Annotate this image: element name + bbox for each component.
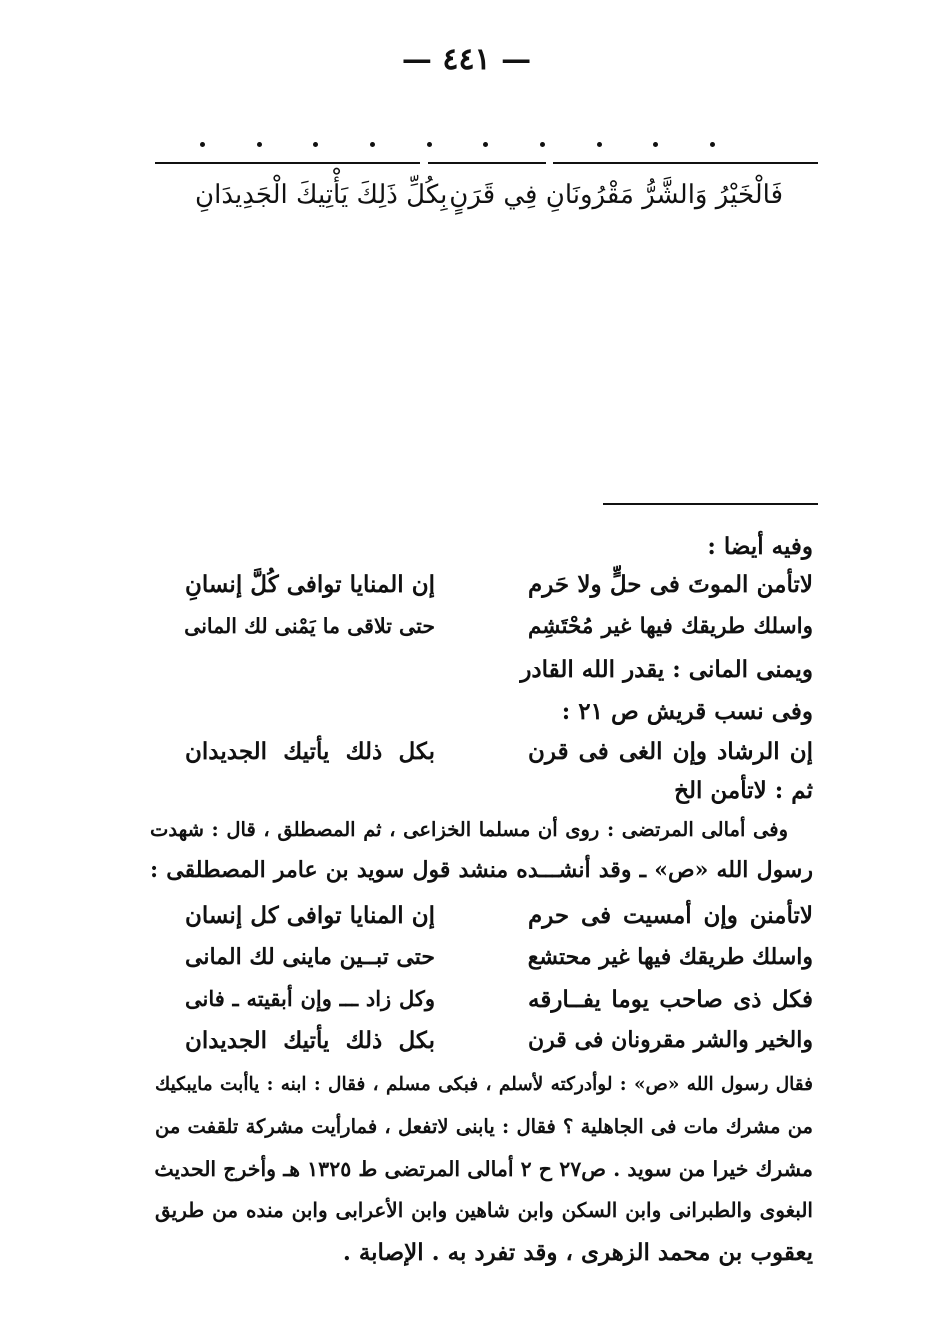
amali-line-2: رسول الله «ص» ـ وقد أنشـــده منشد قول سويد بن عامر المصطلقى :	[150, 857, 813, 883]
verse-3-left: بكل ذلك يأتيك الجديدان	[185, 738, 435, 765]
poem-2-right: واسلك طريقك فيها غير محتشع	[527, 944, 813, 970]
prose-line-1: فقال رسول الله «ص» : لوأدركته لأسلم ، فبكى مسلم ، فقال : ابنه : ياأبت مايبكيك	[155, 1074, 813, 1095]
prose-line-4: البغوى والطبرانى وابن السكن وابن شاهين وابن الأعرابى وابن منده من طريق	[155, 1198, 813, 1222]
dot	[427, 142, 432, 147]
verse-dots-row	[150, 136, 820, 156]
poem-4-left: بكل ذلك يأتيك الجديدان	[185, 1027, 435, 1054]
poem-1-left: إن المنايا توافى كل إنسان	[185, 902, 435, 929]
prose-line-3: مشرك خيرا من سويد . ص٢٧ ح ٢ أمالى المرتضى ط ١٣٢٥ هـ وأخرج الحديث	[154, 1157, 813, 1181]
dot	[257, 142, 262, 147]
dot	[597, 142, 602, 147]
footnote-separator	[603, 503, 818, 505]
poem-2-left: حتى تبــين ماينى لك المانى	[185, 944, 435, 970]
source-quraysh: وفى نسب قريش ص ٢١ :	[561, 698, 813, 725]
poem-3-right: فكل ذى صاحب يوما يفــارقه	[528, 986, 813, 1013]
dot	[370, 142, 375, 147]
verse-1-left: إن المنايا توافى كُلَّ إنسانِ	[185, 571, 435, 598]
verse-rule-middle	[428, 162, 546, 164]
prose-line-2: من مشرك مات فى الجاهلية ؟ فقال : يابنى لاتفعل ، فمارأيت مشركة تلقفت من	[155, 1115, 813, 1138]
poem-1-right: لاتأمنن وإن أمسيت فى حرم	[528, 902, 813, 929]
verse-3-right: إن الرشاد وإن الغى فى قرن	[528, 738, 813, 765]
dot	[540, 142, 545, 147]
verse-rule-right	[553, 162, 818, 164]
then-line: ثم : لاتأمن الخ	[674, 777, 813, 804]
poem-3-left: وكل زاد ـــ وإن أبقيته ـ فانى	[185, 986, 435, 1011]
top-verse-left-hemistich: بِكُلِّ ذَلِكَ يَأْتِيكَ الْجَدِيدَانِ	[195, 180, 448, 210]
verse-1-right: لاتأمن الموتَ فى حلٍّ ولا حَرم	[528, 571, 813, 598]
top-verse-right-hemistich: فَالْخَيْرُ وَالشَّرُّ مَقْرُونَانِ فِي قَرَنٍ	[449, 180, 783, 210]
dot	[483, 142, 488, 147]
verse-rule-left	[155, 162, 420, 164]
dot	[710, 142, 715, 147]
verse-2-right: واسلك طريقك فيها غير مُحْتَشِم	[528, 614, 813, 639]
verse-2-left: حتى تلاقى ما يَمْنى لك المانى	[184, 614, 435, 638]
page-number: — ٤٤١ —	[401, 42, 532, 77]
dot	[653, 142, 658, 147]
notes-heading: وفيه أيضا :	[707, 533, 813, 560]
dot	[200, 142, 205, 147]
gloss-line: ويمنى المانى : يقدر الله القادر	[520, 656, 813, 683]
dot	[313, 142, 318, 147]
amali-line-1: وفى أمالى المرتضى : روى أن مسلما الخزاعى ، ثم المصطلق ، قال : شهدت	[150, 818, 788, 841]
poem-4-right: والخير والشر مقرونان فى قرن	[528, 1027, 813, 1053]
prose-line-5: يعقوب بن محمد الزهرى ، وقد تفرد به . الإصابة .	[342, 1239, 813, 1266]
